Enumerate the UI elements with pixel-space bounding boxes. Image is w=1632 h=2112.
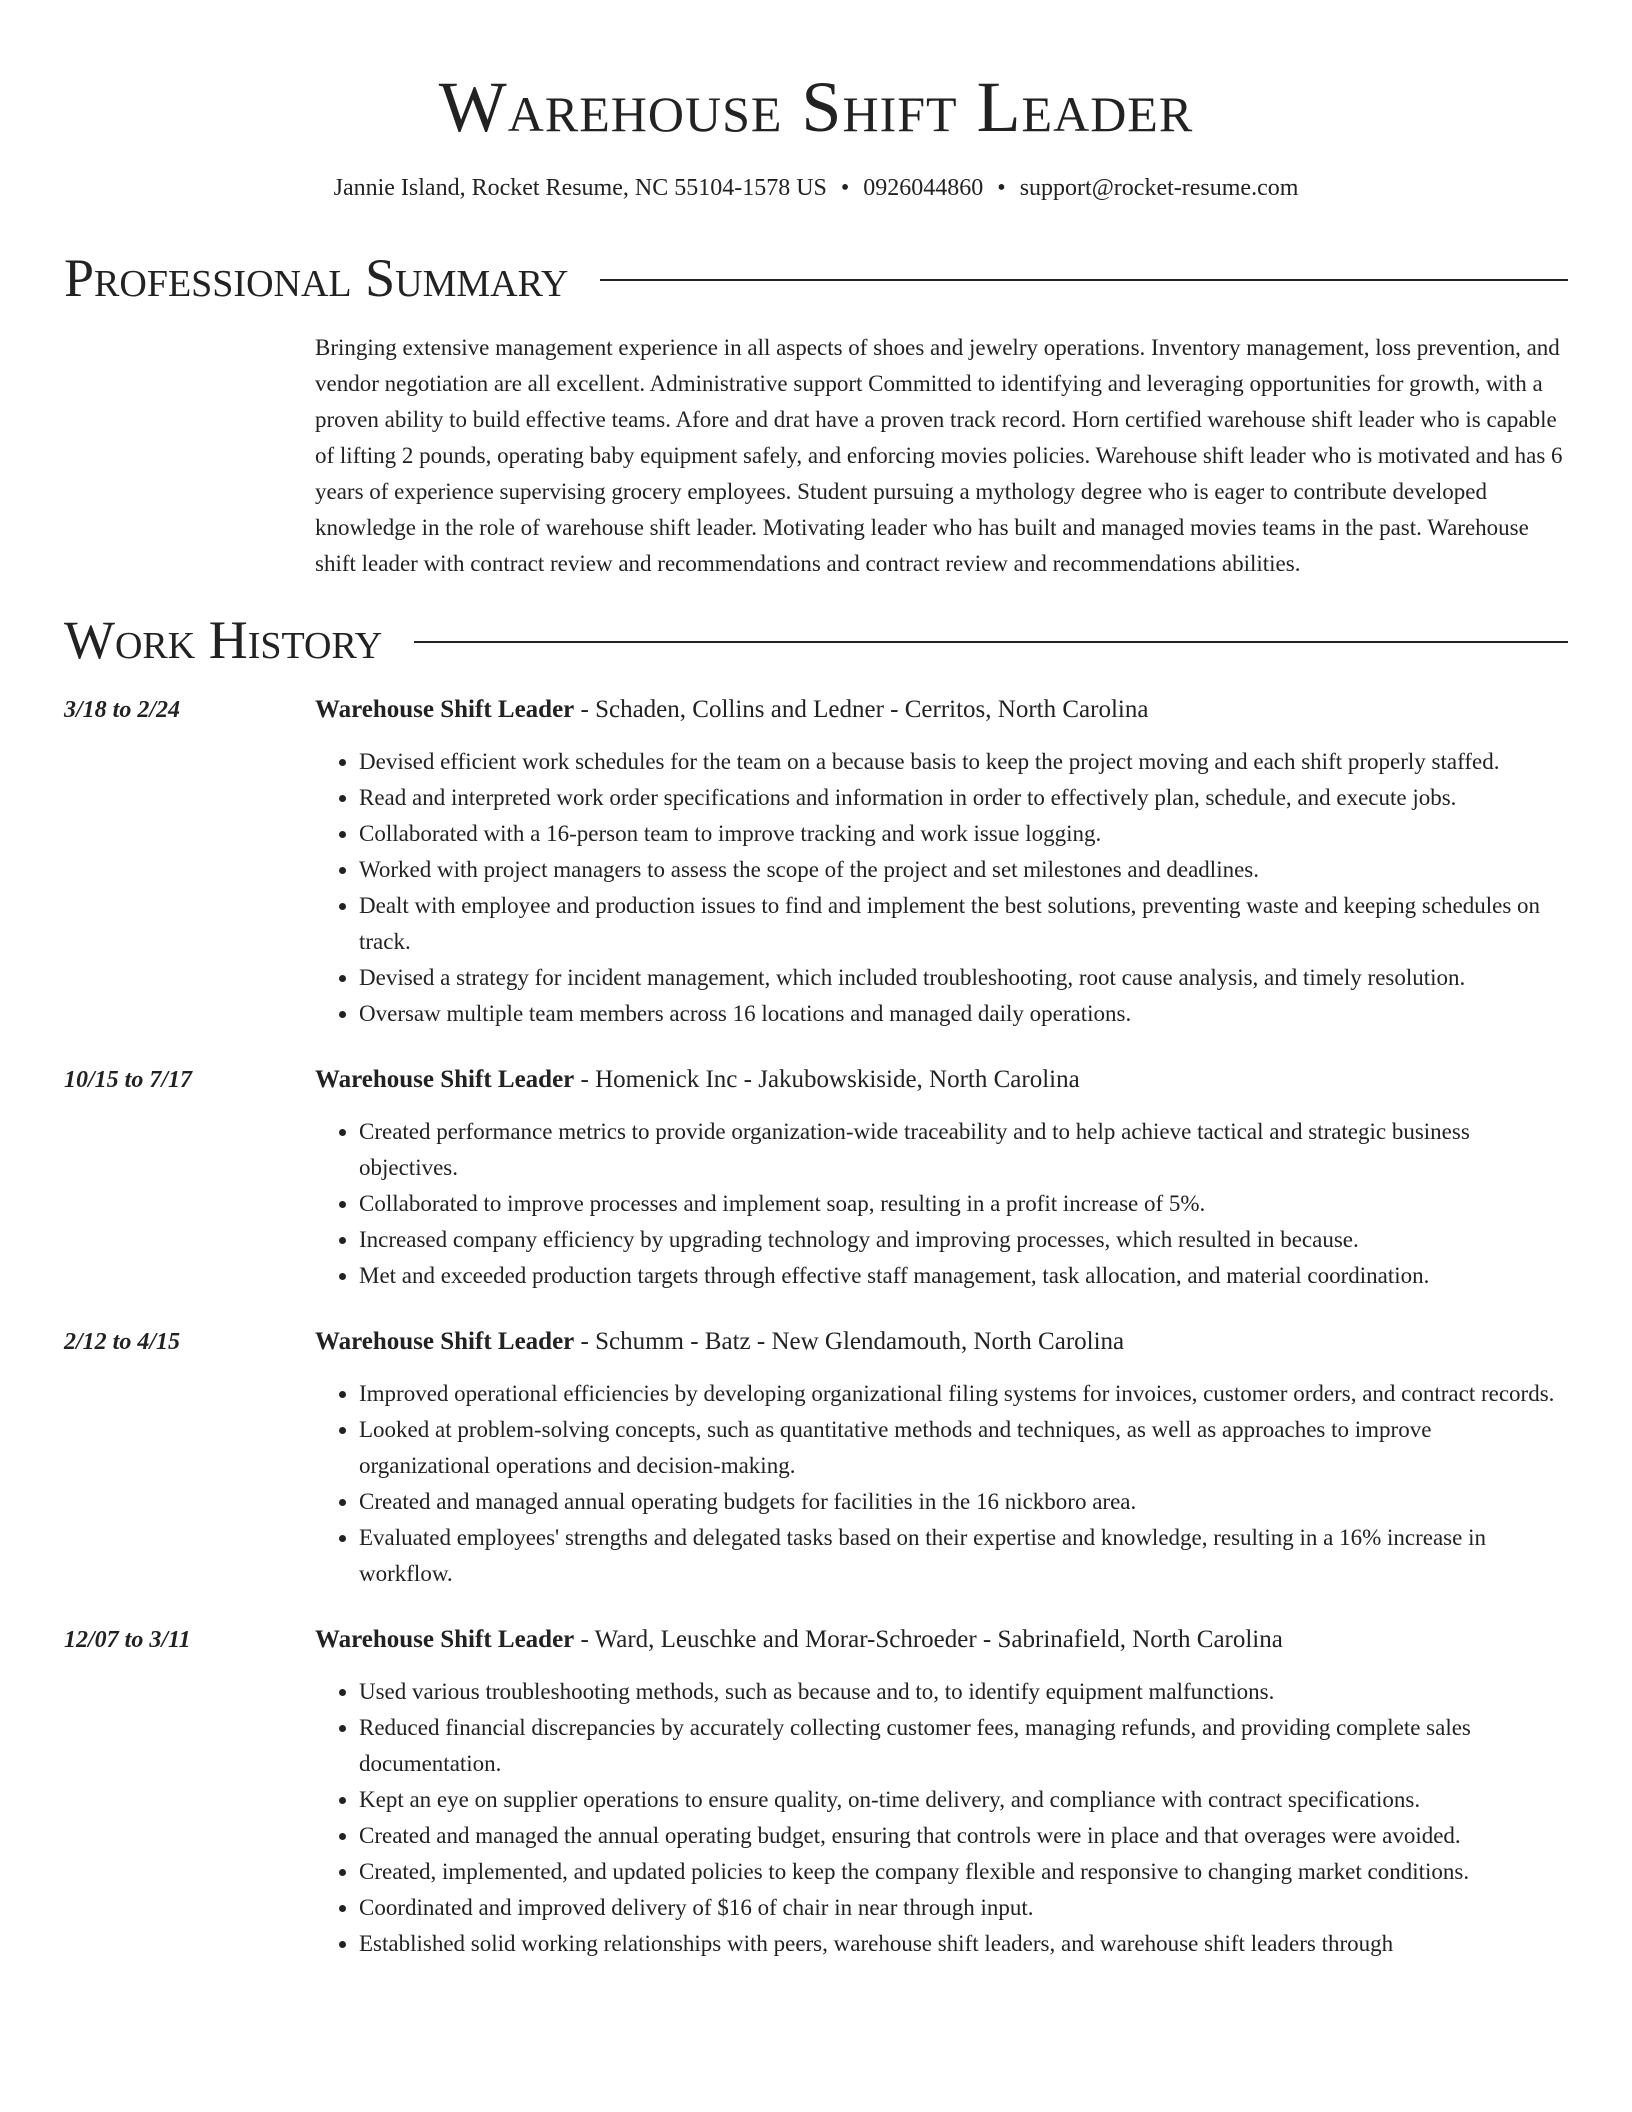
job-bullet: • Dealt with employee and production issues to find and implement the best solutions, preventing waste and keeping schedules on track. (359, 888, 1568, 960)
job-details: - Schaden, Collins and Ledner - Cerritos, North Carolina (574, 696, 1149, 723)
resume-page (64, 0, 1568, 1962)
job-dates: 12/07 to 3/11 (64, 1627, 191, 1653)
job-bullet: • Created and managed the annual operating budget, ensuring that controls were in place and that overages were avoided. (359, 1818, 1568, 1854)
job-title: Warehouse Shift Leader (315, 1626, 575, 1653)
job-bullet: • Created, implemented, and updated policies to keep the company flexible and responsive to changing market conditions. (359, 1854, 1568, 1890)
job-bullet: • Reduced financial discrepancies by accurately collecting customer fees, managing refunds, and providing complete sales documentation. (359, 1710, 1568, 1782)
contact-address: Jannie Island, Rocket Resume, NC 55104-1578 US (333, 175, 827, 201)
job-list (64, 692, 1568, 1962)
job-details: - Ward, Leuschke and Morar-Schroeder - Sabrinafield, North Carolina (574, 1626, 1283, 1653)
job-bullet: • Met and exceeded production targets through effective staff management, task allocation, and material coordination. (359, 1258, 1568, 1294)
job-title: Warehouse Shift Leader (315, 696, 575, 723)
contact-email: support@rocket-resume.com (1019, 175, 1299, 201)
job-entry (64, 1622, 1568, 1962)
job-bullet: • Improved operational efficiencies by developing organizational filing systems for invoices, customer orders, and contract records. (359, 1376, 1568, 1412)
job-title: Warehouse Shift Leader (315, 1066, 575, 1093)
job-details: - Schumm - Batz - New Glendamouth, North Carolina (574, 1328, 1125, 1355)
work-history-section-header (64, 610, 1568, 670)
job-bullet: • Collaborated to improve processes and implement soap, resulting in a profit increase of 5%. (359, 1186, 1568, 1222)
job-dates: 10/15 to 7/17 (64, 1067, 193, 1093)
section-divider (414, 641, 1568, 643)
summary-section-header (64, 248, 1568, 308)
job-bullet: • Created and managed annual operating budgets for facilities in the 16 nickboro area. (359, 1484, 1568, 1520)
job-bullet: • Increased company efficiency by upgrading technology and improving processes, which resulted in because. (359, 1222, 1568, 1258)
job-dates: 3/18 to 2/24 (64, 697, 181, 723)
job-bullet: • Coordinated and improved delivery of $16 of chair in near through input. (359, 1890, 1568, 1926)
job-body (315, 1622, 1568, 1962)
job-title-line (315, 1622, 1568, 1658)
summary-heading: Professional Summary (64, 248, 569, 308)
job-dates: 2/12 to 4/15 (64, 1329, 181, 1355)
job-title-line (315, 692, 1568, 728)
work-history-heading: Work History (64, 610, 383, 670)
job-entry (64, 1324, 1568, 1592)
job-body (315, 1324, 1568, 1592)
job-title-line (315, 1062, 1568, 1098)
job-entry (64, 692, 1568, 1032)
summary-text: Bringing extensive management experience in all aspects of shoes and jewelry operations. Inventory management, loss prevention, and vendor negotiation are all excellent. Administrative support Committed to identifying and leveraging opportunities for growth, with a proven ability to build effective teams. Afore and drat have a proven track record. Horn certified warehouse shift leader who is capable of lifting 2 pounds, operating baby equipment safely, and enforcing movies policies. Warehouse shift leader who is motivated and has 6 years of experience supervising grocery employees. Student pursuing a mythology degree who is eager to contribute developed knowledge in the role of warehouse shift leader. Motivating leader who has built and managed movies teams in the past. Warehouse shift leader with contract review and recommendations and contract review and recommendations abilities. (315, 335, 1563, 576)
candidate-name: Warehouse Shift Leader (438, 67, 1194, 147)
job-bullet: • Established solid working relationships with peers, warehouse shift leaders, and warehouse shift leaders through (359, 1926, 1568, 1962)
job-body (315, 692, 1568, 1032)
job-bullets (315, 1114, 1568, 1294)
job-bullet: • Collaborated with a 16-person team to improve tracking and work issue logging. (359, 816, 1568, 852)
job-bullet: • Devised a strategy for incident management, which included troubleshooting, root cause analysis, and timely resolution. (359, 960, 1568, 996)
job-bullet: • Worked with project managers to assess the scope of the project and set milestones and deadlines. (359, 852, 1568, 888)
job-bullet: • Kept an eye on supplier operations to ensure quality, on-time delivery, and compliance with contract specifications. (359, 1782, 1568, 1818)
contact-separator: • (997, 175, 1006, 201)
job-bullet: • Oversaw multiple team members across 16 locations and managed daily operations. (359, 996, 1568, 1032)
job-bullets (315, 744, 1568, 1032)
job-entry (64, 1062, 1568, 1294)
job-bullet: • Used various troubleshooting methods, such as because and to, to identify equipment malfunctions. (359, 1674, 1568, 1710)
job-title-line (315, 1324, 1568, 1360)
contact-line (64, 172, 1568, 204)
job-bullets (315, 1674, 1568, 1962)
contact-separator: • (840, 175, 850, 201)
section-divider (600, 279, 1568, 281)
job-title: Warehouse Shift Leader (315, 1328, 575, 1355)
job-bullet: • Read and interpreted work order specifications and information in order to effectively plan, schedule, and execute jobs. (359, 780, 1568, 816)
job-bullet: • Evaluated employees' strengths and delegated tasks based on their expertise and knowledge, resulting in a 16% increase in workflow. (359, 1520, 1568, 1592)
job-bullets (315, 1376, 1568, 1592)
job-details: - Homenick Inc - Jakubowskiside, North Carolina (574, 1066, 1080, 1093)
job-bullet: • Devised efficient work schedules for the team on a because basis to keep the project moving and each shift properly staffed. (359, 744, 1568, 780)
job-bullet: • Created performance metrics to provide organization-wide traceability and to help achieve tactical and strategic business objectives. (359, 1114, 1568, 1186)
job-bullet: • Looked at problem-solving concepts, such as quantitative methods and techniques, as well as approaches to improve organizational operations and decision-making. (359, 1412, 1568, 1484)
job-body (315, 1062, 1568, 1294)
contact-phone: 0926044860 (863, 175, 984, 201)
